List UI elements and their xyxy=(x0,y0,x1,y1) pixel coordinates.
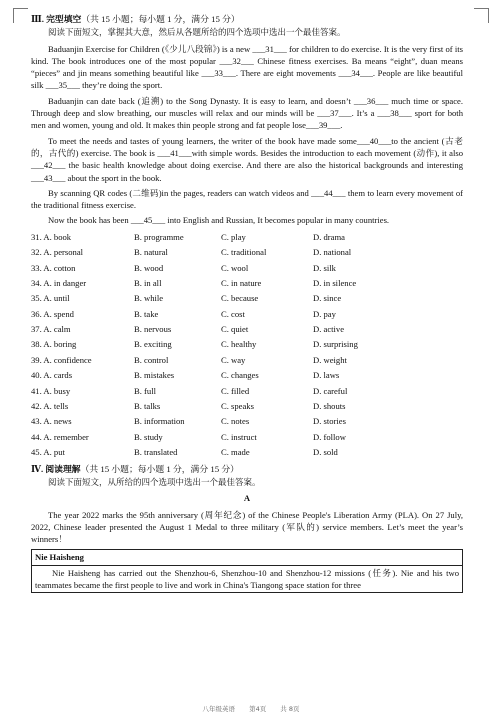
option-row xyxy=(31,291,463,306)
option-a: 33. A. cotton xyxy=(31,262,76,273)
option-c: C. speaks xyxy=(221,401,254,412)
crop-mark-left xyxy=(13,8,28,23)
option-row xyxy=(31,245,463,260)
page-footer xyxy=(0,704,502,713)
option-d: D. drama xyxy=(313,231,345,242)
winner-text: Nie Haisheng has carried out the Shenzhou-6, Shenzhou-10 and Shenzhou-12 missions (任务). Nie and his two teammates became the first people to live and work in China's Tiangong space station for three xyxy=(35,567,459,590)
option-a: 43. A. news xyxy=(31,416,72,427)
option-c: C. wool xyxy=(221,262,249,273)
option-c: C. play xyxy=(221,231,246,242)
option-row xyxy=(31,337,463,352)
option-d: D. silk xyxy=(313,262,336,273)
option-b: B. programme xyxy=(134,231,184,242)
footer-total: 共 8页 xyxy=(280,705,300,713)
footer-grade: 八年级英语 xyxy=(202,705,235,713)
reading-intro: The year 2022 marks the 95th anniversary (周年纪念) of the Chinese People's Liberation Army (PLA). On 27 July, 2022, Chinese leader presented the August 1 Medal to three military (军队的) service members. Let’s meet the year’s winners！ xyxy=(31,509,463,545)
option-b: B. exciting xyxy=(134,339,172,350)
option-row xyxy=(31,322,463,337)
option-d: D. national xyxy=(313,247,352,258)
section-3-note: （共 15 小题；每小题 1 分，满分 15 分） xyxy=(81,14,240,24)
option-a: 32. A. personal xyxy=(31,247,84,258)
option-a: 35. A. until xyxy=(31,293,70,304)
option-row xyxy=(31,414,463,429)
section-3-title: Ⅲ. 完型填空 xyxy=(31,14,82,24)
option-row xyxy=(31,261,463,276)
option-c: C. instruct xyxy=(221,431,257,442)
passage-paragraph: By scanning QR codes (二维码)in the pages, readers can watch videos and ___44___ them to learn every movement of the traditional fitness exercise. xyxy=(31,187,463,211)
section-4-title: Ⅳ. 阅读理解 xyxy=(31,463,81,474)
option-a: 37. A. calm xyxy=(31,324,71,335)
option-b: B. nervous xyxy=(134,324,172,335)
option-b: B. in all xyxy=(134,277,162,288)
option-d: D. follow xyxy=(313,431,346,442)
option-c: C. traditional xyxy=(221,247,267,258)
option-row xyxy=(31,430,463,445)
option-a: 41. A. busy xyxy=(31,385,71,396)
option-b: B. information xyxy=(134,416,185,427)
option-b: B. talks xyxy=(134,401,161,412)
option-c: C. quiet xyxy=(221,324,249,335)
option-b: B. study xyxy=(134,431,163,442)
section-4-note: （共 15 小题；每小题 1 分，满分 15 分） xyxy=(80,463,239,474)
option-row xyxy=(31,353,463,368)
option-b: B. full xyxy=(134,385,156,396)
option-row xyxy=(31,276,463,291)
page-content xyxy=(31,13,463,593)
option-a: 44. A. remember xyxy=(31,431,89,442)
options-table xyxy=(31,230,463,461)
option-d: D. in silence xyxy=(313,277,357,288)
option-a: 42. A. tells xyxy=(31,401,69,412)
option-c: C. because xyxy=(221,293,259,304)
option-d: D. shouts xyxy=(313,401,346,412)
option-b: B. translated xyxy=(134,447,178,458)
section-3-heading xyxy=(31,13,463,25)
option-d: D. laws xyxy=(313,370,340,381)
option-a: 36. A. spend xyxy=(31,308,74,319)
option-a: 31. A. book xyxy=(31,231,72,242)
option-d: D. stories xyxy=(313,416,346,427)
option-row xyxy=(31,307,463,322)
option-b: B. wood xyxy=(134,262,164,273)
option-c: C. in nature xyxy=(221,277,262,288)
option-b: B. control xyxy=(134,354,169,365)
option-c: C. way xyxy=(221,354,246,365)
option-d: D. surprising xyxy=(313,339,358,350)
option-c: C. filled xyxy=(221,385,250,396)
option-c: C. made xyxy=(221,447,250,458)
section-4-instruction: 阅读下面短文，从所给的四个选项中选出一个最佳答案。 xyxy=(48,476,261,487)
option-row xyxy=(31,399,463,414)
option-c: C. changes xyxy=(221,370,259,381)
option-d: D. sold xyxy=(313,447,338,458)
winner-name: Nie Haisheng xyxy=(32,550,462,565)
option-d: D. active xyxy=(313,324,345,335)
option-b: B. while xyxy=(134,293,164,304)
option-a: 45. A. put xyxy=(31,447,65,458)
passage-paragraph: Now the book has been ___45___ into English and Russian, It becomes popular in many countries. xyxy=(48,215,390,226)
option-c: C. cost xyxy=(221,308,245,319)
option-c: C. healthy xyxy=(221,339,257,350)
option-a: 34. A. in danger xyxy=(31,277,87,288)
option-d: D. pay xyxy=(313,308,336,319)
passage-paragraph: To meet the needs and tastes of young learners, the writer of the book have made some___40___to the ancient (古老的，古代的) exercise. The book is ___41___with simple words. Besides the introduction to each movement (动作), it also ___42___ the basic health knowledge about doing exercise. And there are also the historical backgrounds and interesting ___43___ about the sport in the book. xyxy=(31,135,463,183)
option-row xyxy=(31,230,463,245)
option-d: D. weight xyxy=(313,354,347,365)
section-4-heading xyxy=(31,463,463,475)
option-row xyxy=(31,384,463,399)
option-b: B. natural xyxy=(134,247,168,258)
crop-mark-right xyxy=(474,8,489,23)
option-b: B. take xyxy=(134,308,159,319)
footer-page: 第4页 xyxy=(249,705,267,713)
option-row xyxy=(31,445,463,460)
option-row xyxy=(31,368,463,383)
option-d: D. since xyxy=(313,293,342,304)
option-a: 40. A. cards xyxy=(31,370,73,381)
passage-label: A xyxy=(243,493,251,504)
passage-paragraph: Baduanjin Exercise for Children (《少儿八段锦》) is a new ___31___ for children to do exercise. It is the very first of its kind. The book introduces one of the most popular ___32___ Chinese fitness exercises. Ba means “eight”, duan means “pieces” and jin means something beautiful like ___33___. There are eight movements ___34___. People are like beautiful silk ___35___ they’re doing the sport. xyxy=(31,43,463,91)
winner-box xyxy=(31,549,463,593)
option-c: C. notes xyxy=(221,416,250,427)
option-d: D. careful xyxy=(313,385,348,396)
section-3-instruction: 阅读下面短文，掌握其大意，然后从各题所给的四个选项中选出一个最佳答案。 xyxy=(48,27,346,38)
option-a: 38. A. boring xyxy=(31,339,77,350)
option-b: B. mistakes xyxy=(134,370,175,381)
passage-paragraph: Baduanjin can date back (追溯) to the Song Dynasty. It is easy to learn, and doesn’t ___36___ much time or space. Through deep and slow breathing, our muscles will relax and our minds will be ___37___. It’s a ___38___ sport for both men and women, young and old. It makes thin people strong and fat people lose___39___. xyxy=(31,95,463,131)
option-a: 39. A. confidence xyxy=(31,354,92,365)
